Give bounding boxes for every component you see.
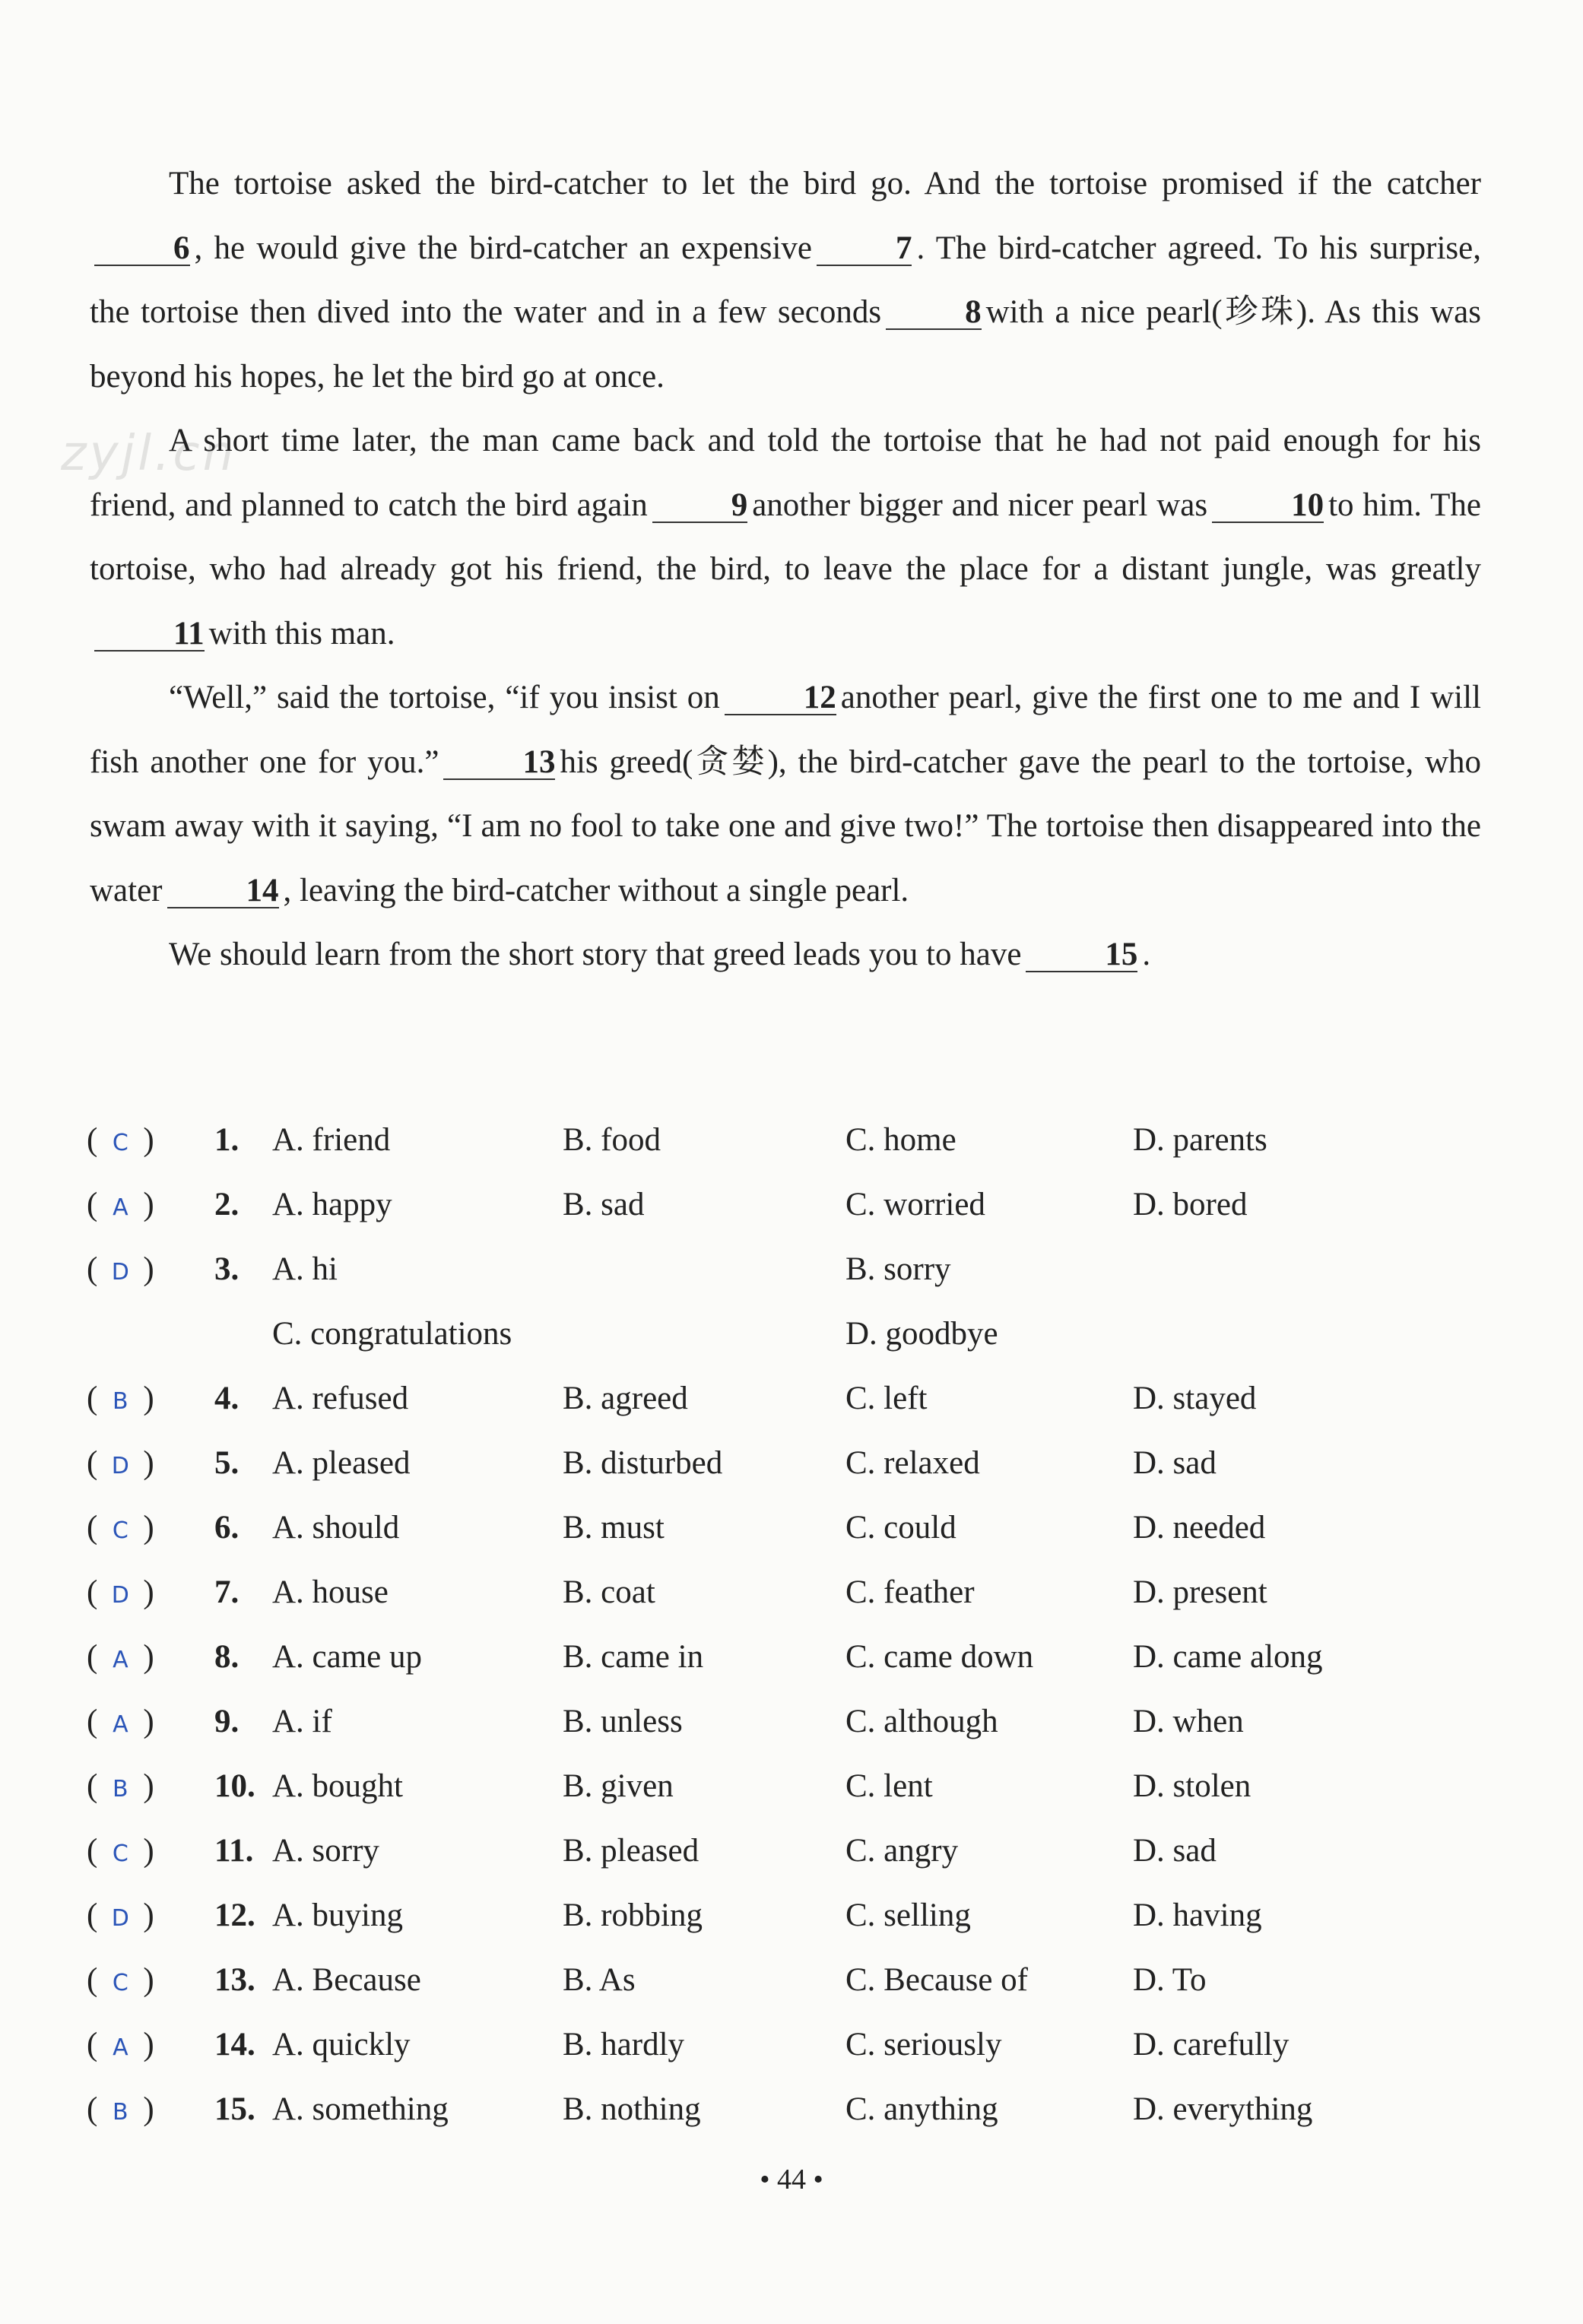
option-a: A. if: [272, 1704, 332, 1739]
option-b: B. sad: [563, 1187, 645, 1222]
cloze-passage: [90, 152, 1481, 988]
blank-6: 6: [94, 233, 190, 266]
option-b: B. disturbed: [563, 1445, 723, 1481]
option-c: C. seriously: [845, 2027, 1002, 2062]
question-6: ( C ) 6. A. should B. must C. could D. needed: [87, 1510, 1266, 1546]
paragraph-3: “Well,” said the tortoise, “if you insist on 12 another pearl, give the first one to me and I will fish another one for you.” 13 his greed(贪婪), the bird-catcher gave the pearl to the tortoise, who swam away with it saying, “I am no fool to take one and give two!” The tortoise then disappeared into the water 14 , leaving the bird-catcher without a single pearl.: [90, 680, 1482, 908]
option-c: C. anything: [845, 2091, 998, 2127]
answer-mark: D: [111, 1258, 129, 1286]
option-a: A. house: [272, 1574, 389, 1610]
answer-options: [76, 1121, 1445, 2155]
option-b: B. coat: [563, 1574, 655, 1610]
question-5: ( D ) 5. A. pleased B. disturbed C. relaxed D. sad: [87, 1445, 1217, 1481]
option-b: B. nothing: [563, 2091, 701, 2127]
option-a: A. sorry: [272, 1833, 379, 1869]
option-b: B. sorry: [845, 1251, 951, 1287]
page-number: • 44 •: [760, 2164, 823, 2196]
option-a: A. should: [272, 1510, 400, 1546]
paragraph-4: We should learn from the short story that greed leads you to have 15 .: [169, 937, 1151, 972]
question-4: ( B ) 4. A. refused B. agreed C. left D. stayed: [87, 1381, 1257, 1416]
blank-8: 8: [886, 296, 982, 330]
question-1: ( C ) 1. A. friend B. food C. home D. parents: [87, 1122, 1267, 1158]
option-d: D. sad: [1133, 1445, 1217, 1481]
question-9: ( A ) 9. A. if B. unless C. although D. when: [87, 1704, 1244, 1739]
paragraph-2: A short time later, the man came back and told the tortoise that he had not paid enough for his friend, and planned to catch the bird again 9 another bigger and nicer pearl was 10 to him. The tortoise, who had already got his friend, the bird, to leave the place for a distant jungle, was greatly11 with this man.: [90, 423, 1481, 652]
option-d: D. present: [1133, 1574, 1267, 1610]
answer-mark: B: [113, 1387, 128, 1415]
option-c: C. congratulations: [272, 1316, 512, 1352]
option-c: C. came down: [845, 1639, 1034, 1675]
option-a: A. Because: [272, 1962, 421, 1998]
answer-mark: C: [112, 1129, 128, 1156]
question-8: ( A ) 8. A. came up B. came in C. came down D. came along: [87, 1639, 1323, 1675]
answer-mark: C: [112, 1840, 128, 1867]
option-c: C. angry: [845, 1833, 959, 1869]
watermark: zyjl.cn: [61, 426, 237, 482]
option-b: B. food: [563, 1122, 661, 1158]
question-2: ( A ) 2. A. happy B. sad C. worried D. bored: [87, 1187, 1248, 1222]
question-14: ( A ) 14. A. quickly B. hardly C. seriously D. carefully: [87, 2027, 1290, 2062]
option-d: D. carefully: [1133, 2027, 1290, 2062]
option-a: A. pleased: [272, 1445, 411, 1481]
option-a: A. something: [272, 2091, 449, 2127]
option-b: B. came in: [563, 1639, 704, 1675]
blank-7: 7: [817, 233, 912, 266]
option-c: C. selling: [845, 1898, 971, 1933]
option-d: D. everything: [1133, 2091, 1313, 2127]
option-c: C. could: [845, 1510, 956, 1546]
option-b: B. As: [563, 1962, 636, 1998]
option-c: C. home: [845, 1122, 956, 1158]
blank-12: 12: [725, 682, 836, 715]
answer-mark: A: [113, 2034, 128, 2061]
answer-mark: B: [113, 1775, 128, 1802]
option-c: C. although: [845, 1704, 998, 1739]
answer-mark: D: [111, 1581, 129, 1609]
blank-15: 15: [1026, 939, 1137, 972]
blank-13: 13: [443, 747, 555, 780]
answer-mark: D: [111, 1904, 129, 1932]
blank-14: 14: [167, 875, 279, 908]
option-a: A. buying: [272, 1898, 403, 1933]
answer-mark: C: [112, 1969, 128, 1996]
option-d: D. goodbye: [845, 1316, 998, 1352]
question-3: ( D ) 3. A. hi B. sorry C. congratulations D. goodbye: [87, 1251, 998, 1352]
option-c: C. feather: [845, 1574, 975, 1610]
option-b: B. hardly: [563, 2027, 685, 2062]
question-12: ( D ) 12. A. buying B. robbing C. selling D. having: [87, 1898, 1262, 1933]
answer-mark: C: [112, 1517, 128, 1544]
option-d: D. parents: [1133, 1122, 1267, 1158]
option-d: D. stolen: [1133, 1768, 1251, 1804]
option-a: A. quickly: [272, 2027, 411, 2062]
option-a: A. came up: [272, 1639, 423, 1675]
option-d: D. having: [1133, 1898, 1262, 1933]
option-d: D. sad: [1133, 1833, 1217, 1869]
paragraph-1: The tortoise asked the bird-catcher to let the bird go. And the tortoise promised if the catcher6 , he would give the bird-catcher an expensive 7 . The bird-catcher agreed. To his surprise, the tortoise then dived into the water and in a few seconds 8 with a nice pearl(珍珠). As this was beyond his hopes, he let the bird go at once.: [90, 166, 1481, 395]
answer-mark: B: [113, 2098, 128, 2126]
blank-9: 9: [652, 490, 748, 523]
option-b: B. pleased: [563, 1833, 700, 1869]
question-11: ( C ) 11. A. sorry B. pleased C. angry D. sad: [87, 1833, 1217, 1869]
option-d: D. stayed: [1133, 1381, 1257, 1416]
option-a: A. friend: [272, 1122, 391, 1158]
answer-mark: A: [113, 1194, 128, 1221]
question-15: ( B ) 15. A. something B. nothing C. anything D. everything: [87, 2091, 1313, 2127]
option-a: A. refused: [272, 1381, 409, 1416]
answer-mark: A: [113, 1711, 128, 1738]
blank-10: 10: [1212, 490, 1324, 523]
option-a: A. hi: [272, 1251, 338, 1287]
option-c: C. relaxed: [845, 1445, 980, 1481]
answer-mark: A: [113, 1646, 128, 1673]
option-b: B. must: [563, 1510, 665, 1546]
option-c: C. Because of: [845, 1962, 1029, 1998]
option-c: C. worried: [845, 1187, 985, 1222]
option-b: B. unless: [563, 1704, 683, 1739]
question-7: ( D ) 7. A. house B. coat C. feather D. present: [87, 1574, 1267, 1610]
option-d: D. bored: [1133, 1187, 1248, 1222]
option-c: C. lent: [845, 1768, 933, 1804]
option-d: D. came along: [1133, 1639, 1323, 1675]
answer-mark: D: [111, 1452, 129, 1479]
option-d: D. when: [1133, 1704, 1244, 1739]
option-c: C. left: [845, 1381, 928, 1416]
option-d: D. To: [1133, 1962, 1207, 1998]
option-b: B. given: [563, 1768, 674, 1804]
question-13: ( C ) 13. A. Because B. As C. Because of D. To: [87, 1962, 1207, 1998]
option-b: B. robbing: [563, 1898, 703, 1933]
option-a: A. bought: [272, 1768, 403, 1804]
option-d: D. needed: [1133, 1510, 1266, 1546]
option-a: A. happy: [272, 1187, 392, 1222]
option-b: B. agreed: [563, 1381, 688, 1416]
blank-11: 11: [94, 618, 205, 652]
question-10: ( B ) 10. A. bought B. given C. lent D. stolen: [87, 1768, 1251, 1804]
